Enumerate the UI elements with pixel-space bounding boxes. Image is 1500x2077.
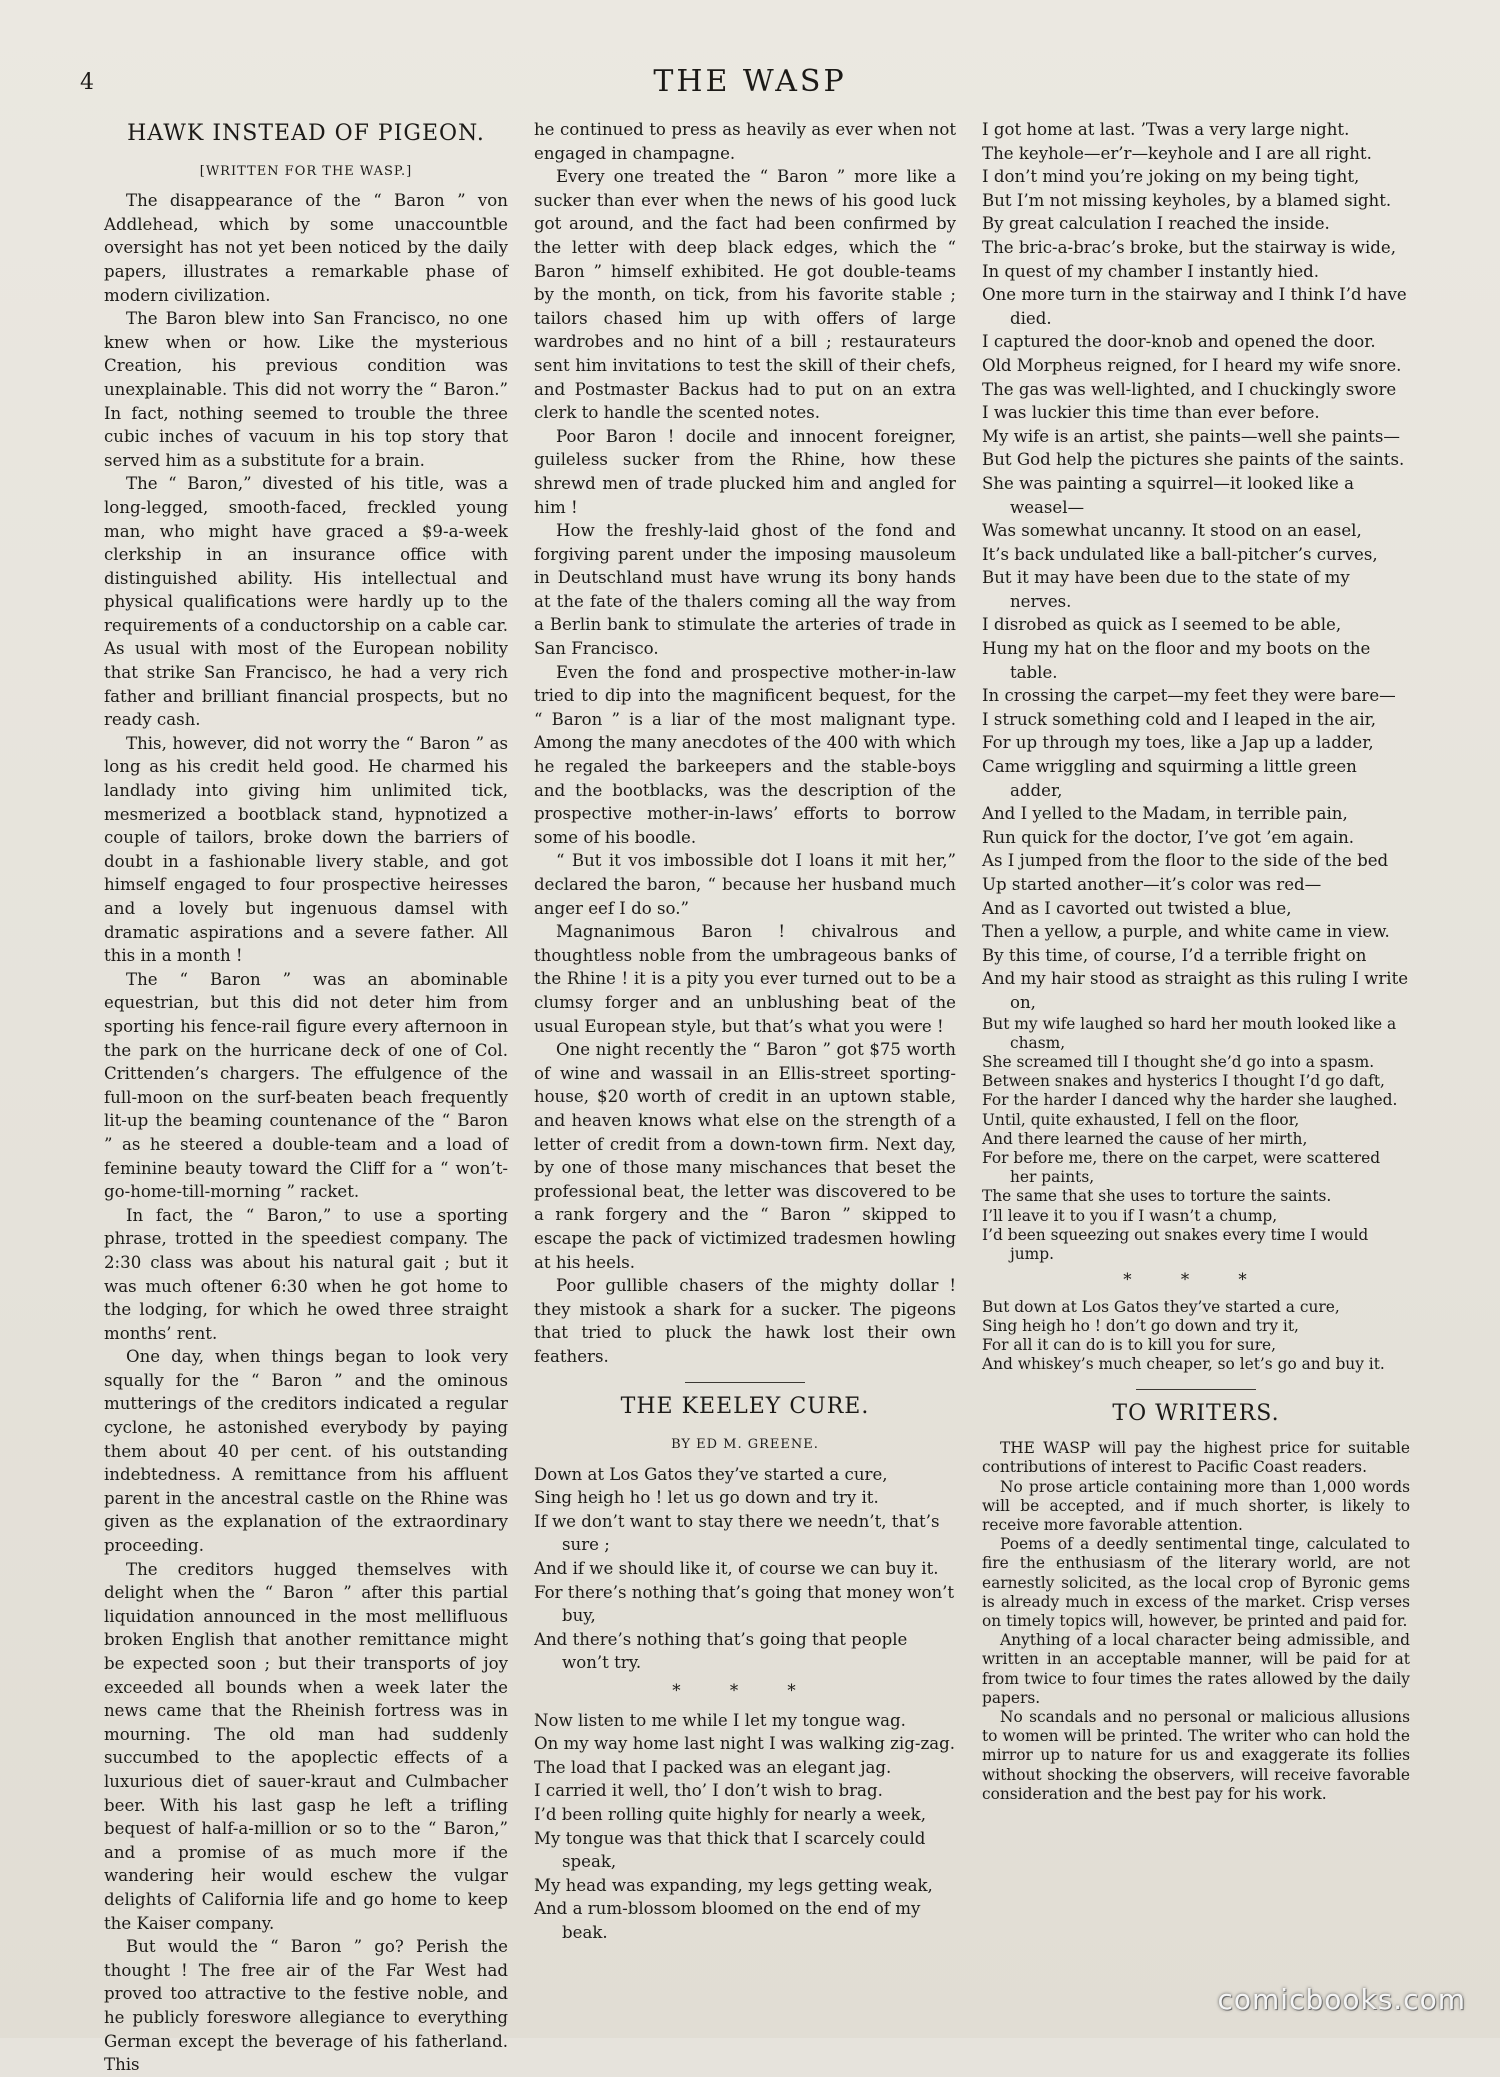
poem-line: But God help the pictures she paints of the saints. (982, 450, 1405, 470)
article-paragraph: Every one treated the “ Baron ” more like a sucker than ever when the news of his good luck got around, and the fact had been confirmed by the letter with deep black edges, which the “ Baron ” himself exhibited. He got double-teams by the month, on tick, from his favorite stable ; tailors chased him up with offers of large wardrobes and no hint of a bill ; restaurateurs sent him invitations to test the skill of their chefs, and Postmaster Backus had to put on an extra clerk to handle the scented notes. (534, 167, 956, 423)
poem-line: I don’t mind you’re joking on my being tight, (982, 167, 1360, 187)
section-divider (685, 1382, 805, 1383)
article-paragraph: The disappearance of the “ Baron ” von Addlehead, which by some unaccountble oversight has not yet been noticed by the daily papers, illustrates a remarkable phase of modern civilization. (104, 191, 508, 305)
article-paragraph: This, however, did not worry the “ Baron ” as long as his credit held good. He charmed his landlady into giving him unlimited tick, mesmerized a bootblack stand, hypnotized a couple of tailors, broke down the barriers of doubt in a fashionable livery stable, and got himself engaged to four prospective heiresses and a lovely but ingenuous damsel with dramatic aspirations and a severe father. All this in a month ! (104, 733, 508, 966)
article-byline: [WRITTEN FOR THE WASP.] (199, 163, 413, 179)
article-paragraph: “ But it vos imbossible dot I loans it mit her,” declared the baron, “ because her husband much anger eef I do so.” (534, 851, 956, 918)
poem-line: On my way home last night I was walking zig-zag. (534, 1734, 955, 1754)
poem-line: The load that I packed was an elegant jag. (534, 1757, 892, 1777)
poem-line: I got home at last. ’Twas a very large night. (982, 120, 1350, 139)
poem-line: And there’s nothing that’s going that people won’t try. (534, 1629, 908, 1673)
poem-stanza-1 (534, 1463, 956, 1675)
poem-line: And I yelled to the Madam, in terrible pain, (982, 804, 1348, 824)
notice-paragraph: No prose article containing more than 1,000 words will be accepted, and if much shorter, is likely to receive more favorable attention. (982, 1477, 1410, 1535)
article-paragraph: One night recently the “ Baron ” got $75 worth of wine and wassail in an Ellis-street sporting-house, $20 worth of credit in an uptown stable, and heaven knows what else on the strength of a letter of credit from a down-town firm. Next day, by one of those many mischances that beset the professional beat, the letter was discovered to be a rank forgery and the “ Baron ” skipped to escape the pack of victimized tradesmen howling at his heels. (534, 1040, 956, 1272)
column-3 (982, 118, 1410, 1804)
poem-line: Down at Los Gatos they’ve started a cure, (534, 1464, 888, 1484)
poem-line: The bric-a-brac’s broke, but the stairway is wide, (982, 237, 1396, 257)
poem-line: Came wriggling and squirming a little green adder, (982, 757, 1357, 800)
poem-line: Up started another—it’s color was red— (982, 875, 1322, 894)
poem-line: For up through my toes, like a Jap up a ladder, (982, 733, 1374, 753)
column-2 (534, 118, 956, 1945)
poem-line: I struck something cold and I leaped in the air, (982, 709, 1377, 729)
poem-line: But I’m not missing keyholes, by a blamed sight. (982, 190, 1392, 210)
poem-line: Sing heigh ho ! don’t go down and try it, (982, 1317, 1299, 1335)
poem-line: By great calculation I reached the inside. (982, 214, 1330, 234)
notice-paragraph: THE WASP will pay the highest price for suitable contributions of interest to Pacific Coast readers. (982, 1439, 1410, 1477)
poem-line: And as I cavorted out twisted a blue, (982, 898, 1292, 918)
poem-line: I’d been rolling quite highly for nearly a week, (534, 1804, 926, 1824)
poem-line: I carried it well, tho’ I don’t wish to brag. (534, 1781, 883, 1801)
poem-byline: BY ED M. GREENE. (671, 1437, 819, 1453)
poem-line: The same that she uses to torture the saints. (982, 1187, 1332, 1206)
to-writers-body (982, 1439, 1410, 1804)
poem-line: My tongue was that thick that I scarcely could speak, (534, 1828, 926, 1872)
poem-stanza-4 (982, 1298, 1410, 1375)
poem-line: My head was expanding, my legs getting weak, (534, 1875, 933, 1895)
poem-line: And if we should like it, of course we can buy it. (534, 1559, 939, 1579)
poem-line: Hung my hat on the floor and my boots on the table. (982, 639, 1371, 682)
section-divider (1136, 1389, 1256, 1390)
poem-line: But my wife laughed so hard her mouth looked like a chasm, (982, 1014, 1397, 1052)
masthead-title: THE WASP (653, 64, 847, 99)
article-paragraph: In fact, the “ Baron,” to use a sporting phrase, trotted in the speediest company. The 2:30 class was about his natural gait ; but it was much oftener 6:30 when he got home to the lodging, for which he owed three straight months’ rent. (104, 1205, 508, 1343)
article-paragraph: The “ Baron ” was an abominable equestrian, but this did not deter him from sporting his fence-rail figure every afternoon in the park on the hurricane deck of one of Col. Crittenden’s chargers. The effulgence of the full-moon on the surf-beaten beach frequently lit-up the beaming countenance of the “ Baron ” as he steered a double-team and a load of feminine beauty toward the Cliff for a “ won’t-go-home-till-morning ” racket. (104, 969, 508, 1202)
stanza-separator: * * * (672, 1681, 818, 1700)
article-paragraph: Even the fond and prospective mother-in-law tried to dip into the magnificent bequest, for the “ Baron ” is a liar of the most malignant type. Among the many anecdotes of the 400 with which he regaled the barkeepers and the stable-boys and the bootblacks, was the description of the prospective mother-in-laws’ efforts to borrow some of his boodle. (534, 662, 956, 847)
notice-paragraph: Poems of a deedly sentimental tinge, calculated to fire the enthusiasm of the literary world, are not earnestly solicited, as the local crop of Byronic gems is already much in excess of the market. Crisp verses on timely topics will, however, be printed and paid for. (982, 1535, 1410, 1631)
poem-line: Between snakes and hysterics I thought I’d go daft, (982, 1072, 1385, 1091)
article-paragraph: Magnanimous Baron ! chivalrous and thoughtless noble from the umbrageous banks of the Rhine ! it is a pity you ever turned out to be a clumsy forger and an unblushing beat of the usual European style, but that’s what you were ! (534, 922, 956, 1036)
poem-stanza-2 (534, 1709, 956, 1945)
poem-line: As I jumped from the floor to the side of the bed (982, 851, 1389, 871)
poem-line: And whiskey’s much cheaper, so let’s go and buy it. (982, 1355, 1385, 1374)
notice-paragraph: Anything of a local character being admissible, and written in an acceptable manner, will be paid for at from twice to four times the rates allowed by the daily papers. (982, 1631, 1410, 1707)
poem-line: Until, quite exhausted, I fell on the floor, (982, 1110, 1300, 1129)
poem-line: Old Morpheus reigned, for I heard my wife snore. (982, 355, 1402, 375)
poem-line: One more turn in the stairway and I think I’d have died. (982, 285, 1407, 328)
poem-line: For before me, there on the carpet, were scattered her paints, (982, 1148, 1381, 1187)
poem-line: I captured the door-knob and opened the door. (982, 332, 1376, 352)
page-number: 4 (80, 70, 94, 95)
poem-line: Was somewhat uncanny. It stood on an easel, (982, 521, 1362, 541)
article-paragraph: But would the “ Baron ” go? Perish the thought ! The free air of the Far West had proved too attractive to the festive noble, and he publicly foreswore allegiance to everything German except the beverage of his fatherland. This (104, 1937, 508, 2075)
poem-line: And my hair stood as straight as this ruling I write on, (982, 969, 1409, 1012)
poem-stanza-3b (982, 1015, 1410, 1265)
poem-line: She screamed till I thought she’d go into a spasm. (982, 1052, 1375, 1071)
article-paragraph: One day, when things began to look very squally for the “ Baron ” and the ominous mutterings of the creditors indicated a regular cyclone, he astonished everybody by paying them about 40 per cent. of his outstanding indebtedness. A remittance from his affluent parent in the ancestral castle on the Rhine was given as the explanation of the extraordinary proceeding. (104, 1347, 508, 1556)
poem-line: Now listen to me while I let my tongue wag. (534, 1710, 906, 1730)
poem-line: For all it can do is to kill you for sure, (982, 1336, 1277, 1355)
poem-line: The keyhole—er’r—keyhole and I are all right. (982, 143, 1372, 163)
poem-line: In quest of my chamber I instantly hied. (982, 261, 1320, 281)
poem-line: In crossing the carpet—my feet they were bare— (982, 686, 1396, 706)
article-paragraph: How the freshly-laid ghost of the fond and forgiving parent under the imposing mausoleum in Deutschland must have wrung its bony hands at the fate of the thalers coming all the way from a Berlin bank to stimulate the arteries of trade in San Francisco. (534, 521, 956, 659)
notice-paragraph: No scandals and no personal or malicious allusions to women will be printed. The writer who can hold the mirror up to nature for us and exaggerate its follies without shocking the observers, will receive favorable consideration and the best pay for his work. (982, 1708, 1410, 1803)
poem-line: If we don’t want to stay there we needn’t, that’s sure ; (534, 1511, 940, 1555)
poem-line: But it may have been due to the state of my nerves. (982, 568, 1350, 611)
article-paragraph: Poor gullible chasers of the mighty dollar ! they mistook a shark for a sucker. The pigeons that tried to pluck the hawk lost their own feathers. (534, 1276, 956, 1366)
column-1 (104, 118, 508, 2077)
article-paragraph: The “ Baron,” divested of his title, was a long-legged, smooth-faced, freckled young man, who might have graced a $9-a-week clerkship in an insurance office with distinguished ability. His intellectual and physical qualifications were hardly up to the requirements of a conductorship on a cable car. As usual with most of the European nobility that strike San Francisco, he had a very rich father and brilliant financial prospects, but no ready cash. (104, 474, 508, 730)
poem-line: Then a yellow, a purple, and white came in view. (982, 922, 1390, 942)
poem-line: My wife is an artist, she paints—well she paints— (982, 426, 1400, 446)
article-paragraph: The creditors hugged themselves with delight when the “ Baron ” after this partial liquidation announced in the most mellifluous broken English that another remittance might be expected soon ; but their transports of joy exceeded all bounds when a week later the news came that the Rheinish fortress was in mourning. The old man had suddenly succumbed to the apoplectic effects of a luxurious diet of sauer-kraut and Culmbacher beer. With his last gasp he left a trifling bequest of half-a-million or so to the “ Baron,” and a promise of as much more if the wandering heir would eschew the vulgar delights of California life and go home to keep the Kaiser company. (104, 1559, 508, 1933)
poem-line: The gas was well-lighted, and I chuckingly swore (982, 379, 1397, 399)
poem-line: I disrobed as quick as I seemed to be able, (982, 615, 1342, 635)
article-paragraph: he continued to press as heavily as ever when not engaged in champagne. (534, 120, 956, 163)
poem-line: I’d been squeezing out snakes every time I would jump. (982, 1225, 1369, 1263)
article-paragraph: The Baron blew into San Francisco, no one knew when or how. Like the mysterious Creation, his previous condition was unexplainable. This did not worry the “ Baron.” In fact, nothing seemed to trouble the three cubic inches of vacuum in his top story that served him as a substitute for a brain. (104, 309, 508, 470)
poem-line: And a rum-blossom bloomed on the end of my beak. (534, 1899, 921, 1942)
poem-line: But down at Los Gatos they’ve started a cure, (982, 1297, 1340, 1316)
poem-line: Sing heigh ho ! let us go down and try it. (534, 1488, 879, 1508)
poem-line: For there’s nothing that’s going that money won’t buy, (534, 1582, 955, 1626)
poem-line: For the harder I danced why the harder she laughed. (982, 1091, 1398, 1110)
to-writers-title: TO WRITERS. (1112, 1400, 1280, 1426)
poem-line: Run quick for the doctor, I’ve got ’em again. (982, 827, 1355, 847)
poem-line: I was luckier this time than ever before. (982, 403, 1320, 423)
site-watermark: comicbooks.com (1217, 1983, 1466, 2016)
poem-line: I’ll leave it to you if I wasn’t a chump, (982, 1206, 1278, 1225)
poem-line: It’s back undulated like a ball-pitcher’s curves, (982, 544, 1378, 564)
poem-stanza-3 (982, 118, 1410, 1015)
poem-line: And there learned the cause of her mirth, (982, 1129, 1308, 1148)
poem-line: She was painting a squirrel—it looked like a weasel— (982, 473, 1354, 517)
stanza-separator: * * * (1123, 1270, 1269, 1290)
article-paragraph: Poor Baron ! docile and innocent foreigner, guileless sucker from the Rhine, how these shrewd men of trade plucked him and angled for him ! (534, 426, 956, 517)
poem-title: THE KEELEY CURE. (620, 1394, 870, 1420)
article-title: HAWK INSTEAD OF PIGEON. (127, 121, 485, 146)
poem-line: By this time, of course, I’d a terrible fright on (982, 945, 1367, 965)
